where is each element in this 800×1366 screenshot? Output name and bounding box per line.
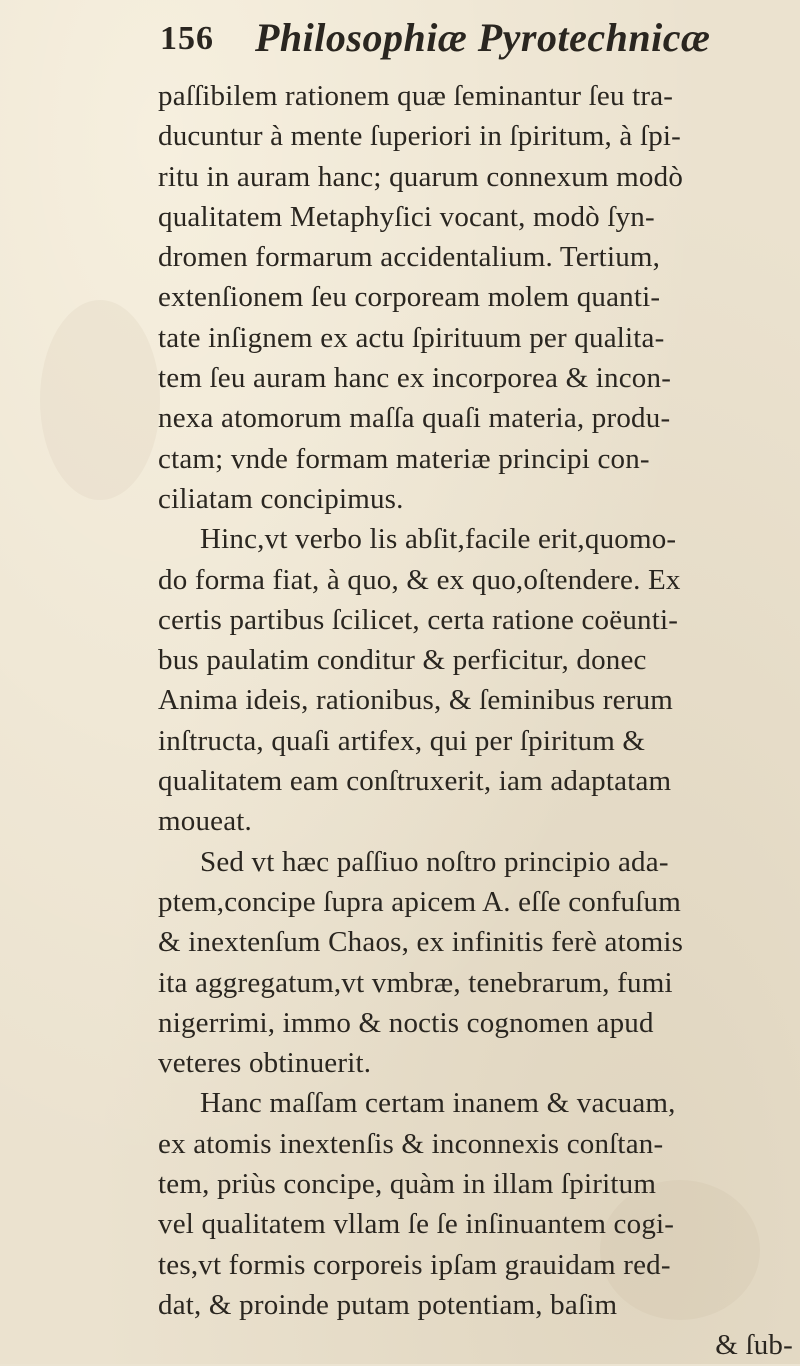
text-line: bus paulatim conditur & perficitur, donec: [158, 644, 647, 677]
text-line: dromen formarum accidentalium. Tertium,: [158, 241, 661, 274]
text-line: tes,vt formis corporeis ipſam grauidam red-: [158, 1248, 671, 1281]
text-line: & inextenſum Chaos, ex infinitis ferè atomis: [158, 926, 684, 959]
text-line: qualitatem eam conſtruxerit, iam adaptatam: [158, 765, 672, 798]
text-line: tem ſeu auram hanc ex incorporea & incon-: [158, 362, 672, 395]
text-line: ita aggregatum,vt vmbræ, tenebrarum, fumi: [158, 966, 673, 999]
paper-stain: [40, 300, 160, 500]
paragraph-start-line: Hanc maſſam certam inanem & vacuam,: [200, 1087, 676, 1120]
body-text: [158, 76, 798, 1366]
text-line: vel qualitatem vllam ſe ſe inſinuantem cogi-: [158, 1208, 675, 1241]
text-line: certis partibus ſcilicet, certa ratione coëunti-: [158, 603, 679, 636]
text-line: veteres obtinuerit.: [158, 1047, 372, 1080]
running-title: Philosophiæ Pyrotechnicæ: [255, 15, 711, 60]
text-line: ctam; vnde formam materiæ principi con-: [158, 442, 650, 475]
text-line: tem, priùs concipe, quàm in illam ſpiritum: [158, 1168, 657, 1201]
catchword: & ſub-: [715, 1329, 793, 1362]
text-line: qualitatem Metaphyſici vocant, modò ſyn-: [158, 200, 655, 233]
text-line: nigerrimi, immo & noctis cognomen apud: [158, 1006, 654, 1039]
text-line: moueat.: [158, 805, 253, 838]
text-line: paſſibilem rationem quæ ſeminantur ſeu tra-: [158, 80, 674, 112]
text-line: dat, & proinde putam potentiam, baſim: [158, 1288, 618, 1321]
text-line: ptem,concipe ſupra apicem A. eſſe confuſum: [158, 885, 681, 918]
text-line: ciliatam concipimus.: [158, 482, 404, 515]
text-line: nexa atomorum maſſa quaſi materia, produ-: [158, 402, 671, 435]
paragraph-start-line: Hinc,vt verbo lis abſit,facile erit,quomo-: [200, 523, 677, 556]
text-line: do forma fiat, à quo, & ex quo,oſtendere. Ex: [158, 563, 681, 596]
text-line: tate inſignem ex actu ſpirituum per qualita-: [158, 321, 665, 354]
page-number: 156: [160, 20, 214, 57]
text-line: extenſionem ſeu corpoream molem quanti-: [158, 281, 661, 314]
text-line: ex atomis inextenſis & inconnexis conſtan-: [158, 1127, 664, 1160]
text-line: ritu in auram hanc; quarum connexum modò: [158, 160, 684, 193]
text-line: inſtructa, quaſi artifex, qui per ſpiritum &: [158, 724, 646, 757]
text-line: Anima ideis, rationibus, & ſeminibus rerum: [158, 684, 674, 717]
page-header: [0, 0, 800, 80]
paragraph-start-line: Sed vt hæc paſſiuo noſtro principio ada-: [200, 845, 669, 878]
text-line: ducuntur à mente ſuperiori in ſpiritum, à ſpi-: [158, 120, 682, 153]
